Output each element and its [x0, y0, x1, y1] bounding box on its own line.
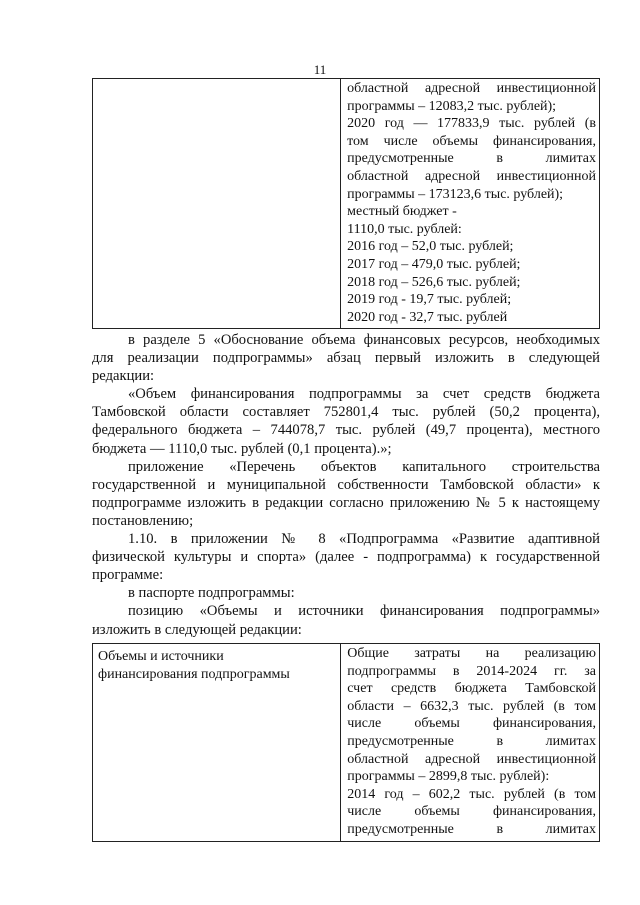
- text-line: предусмотренные в лимитах: [347, 733, 596, 749]
- funding-sources-value-cell: [341, 644, 600, 842]
- paragraph-line: позицию «Объемы и источники финансирования подпрограммы»: [128, 603, 600, 620]
- paragraph-line: государственной и муниципальной собственности Тамбовской области» к: [92, 476, 600, 493]
- funding-sources-label-cell: [93, 644, 341, 842]
- text-line: местный бюджет -: [347, 204, 457, 220]
- paragraph-line: «Объем финансирования подпрограммы за счет средств бюджета: [128, 386, 600, 403]
- text-line: 2014 год – 602,2 тыс. рублей (в том: [347, 786, 596, 802]
- text-line: счет средств бюджета Тамбовской: [347, 681, 596, 697]
- text-line: областной адресной инвестиционной: [347, 751, 596, 767]
- funding-table-left-cell: [93, 79, 341, 329]
- text-line: программы – 12083,2 тыс. рублей);: [347, 98, 557, 114]
- paragraph-line: в паспорте подпрограммы:: [128, 585, 295, 602]
- text-line: области – 6632,3 тыс. рублей (в том: [347, 698, 596, 714]
- paragraph-line: бюджета — 1110,0 тыс. рублей (0,1 процента).»;: [92, 440, 392, 457]
- paragraph-line: в разделе 5 «Обоснование объема финансовых ресурсов, необходимых: [128, 332, 600, 348]
- paragraph-line: программе:: [92, 567, 164, 584]
- paragraph-line: редакции:: [92, 368, 155, 385]
- paragraph-line: физической культуры и спорта» (далее - подпрограмма) к государственной: [92, 549, 600, 566]
- funding-table-continued: [92, 78, 600, 329]
- funding-table-right-cell: [341, 79, 600, 329]
- text-line: предусмотренные в лимитах: [347, 151, 596, 167]
- text-line: 2020 год — 177833,9 тыс. рублей (в: [347, 116, 596, 132]
- page-number: 11: [313, 62, 327, 77]
- text-line: финансирования подпрограммы: [98, 666, 290, 682]
- text-line: 2020 год - 32,7 тыс. рублей: [347, 309, 508, 325]
- text-line: областной адресной инвестиционной: [347, 168, 596, 184]
- text-line: программы – 173123,6 тыс. рублей);: [347, 186, 564, 202]
- funding-sources-label: [93, 644, 340, 687]
- subprogram-funding-table: [92, 643, 600, 842]
- text-line: Объемы и источники: [98, 649, 224, 664]
- text-line: программы – 2899,8 тыс. рублей):: [347, 769, 550, 785]
- paragraph-line: 1.10. в приложении № 8 «Подпрограмма «Развитие адаптивной: [128, 531, 600, 548]
- paragraph-line: федерального бюджета – 744078,7 тыс. рублей (49,7 процента), местного: [92, 422, 600, 439]
- text-line: 2017 год – 479,0 тыс. рублей;: [347, 256, 521, 272]
- text-line: 2016 год – 52,0 тыс. рублей;: [347, 239, 514, 255]
- paragraph-line: Тамбовской области составляет 752801,4 тыс. рублей (50,2 процента),: [92, 404, 600, 421]
- text-line: Общие затраты на реализацию: [347, 646, 596, 661]
- paragraph-line: подпрограмме изложить в редакции согласно приложению № 5 к настоящему: [92, 494, 600, 511]
- funding-sources-details: [341, 644, 599, 841]
- text-line: подпрограммы в 2014-2024 гг. за: [347, 663, 596, 679]
- text-line: предусмотренные в лимитах: [347, 821, 596, 837]
- text-line: 2018 год – 526,6 тыс. рублей;: [347, 274, 521, 290]
- funding-details: [341, 79, 599, 328]
- paragraph-line: приложение «Перечень объектов капитального строительства: [128, 458, 600, 475]
- text-line: том числе объемы финансирования,: [347, 133, 596, 149]
- text-line: 1110,0 тыс. рублей:: [347, 221, 462, 237]
- text-line: числе объемы финансирования,: [347, 804, 596, 820]
- text-line: числе объемы финансирования,: [347, 716, 596, 732]
- paragraph-line: постановлению;: [92, 512, 194, 529]
- text-line: 2019 год - 19,7 тыс. рублей;: [347, 292, 512, 308]
- paragraph-line: для реализации подпрограммы» абзац первый изложить в следующей: [92, 350, 600, 367]
- amendment-text: [92, 331, 600, 639]
- paragraph-line: изложить в следующей редакции:: [92, 621, 302, 638]
- text-line: областной адресной инвестиционной: [347, 81, 596, 96]
